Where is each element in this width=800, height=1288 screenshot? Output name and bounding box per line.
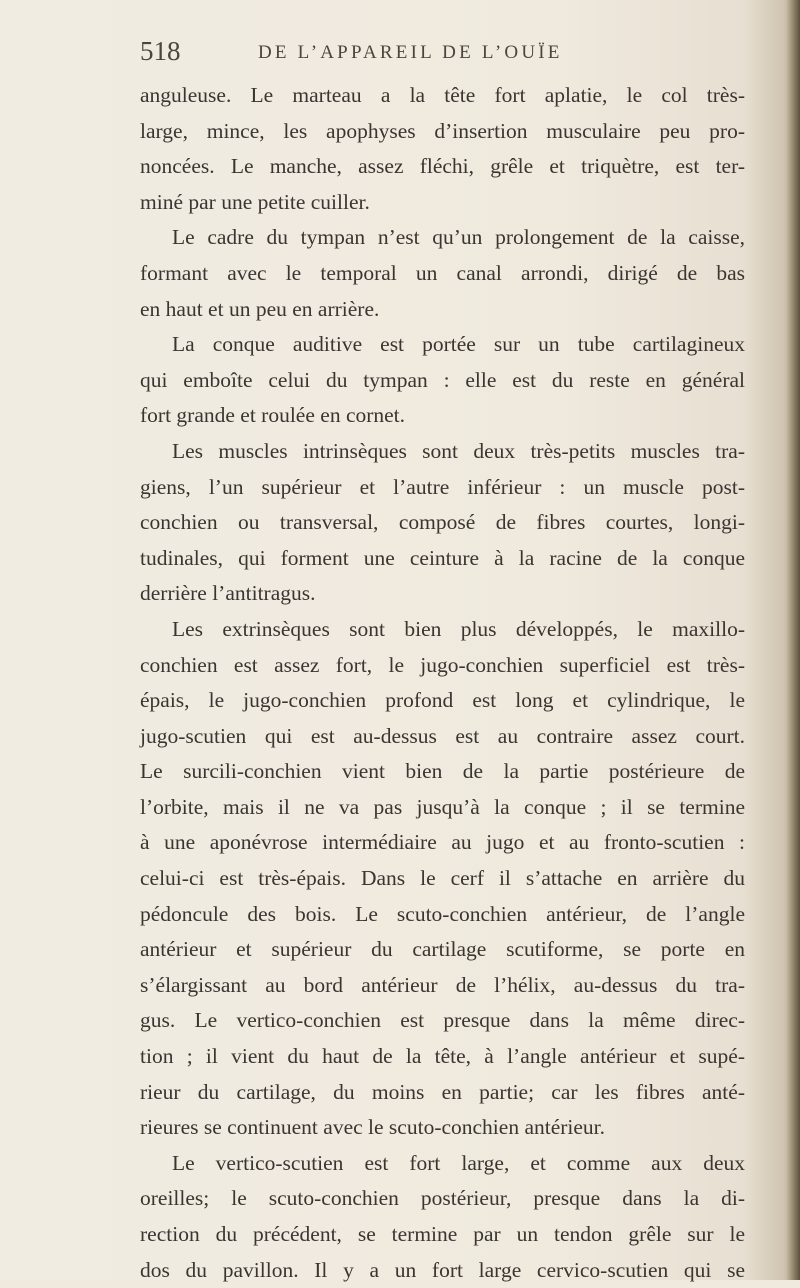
text-line: giens, l’un supérieur et l’autre inférieur : un muscle post- [140, 474, 745, 499]
text-line: dos du pavillon. Il y a un fort large cervico-scutien qui se [140, 1257, 745, 1282]
text-line: conchien ou transversal, composé de fibres courtes, longi- [140, 510, 745, 535]
text-line: rection du précédent, se termine par un tendon grêle sur le [140, 1222, 745, 1246]
page-header [140, 36, 740, 72]
text-line: gus. Le vertico-conchien est presque dans la même direc- [140, 1008, 745, 1033]
text-line: noncées. Le manche, assez fléchi, grêle et triquètre, est ter- [140, 154, 745, 179]
text-line: l’orbite, mais il ne va pas jusqu’à la conque ; il se termine [140, 794, 745, 819]
text-line: anguleuse. Le marteau a la tête fort aplatie, le col très- [140, 83, 745, 107]
text-line: miné par une petite cuiller. [140, 189, 370, 214]
text-line: Le surcili-conchien vient bien de la partie postérieure de [140, 759, 745, 784]
text-line: épais, le jugo-conchien profond est long et cylindrique, le [140, 688, 745, 713]
text-line: Le vertico-scutien est fort large, et comme aux deux [172, 1150, 745, 1175]
text-line: rieures se continuent avec le scuto-conchien antérieur. [140, 1115, 606, 1140]
text-line: antérieur et supérieur du cartilage scutiforme, se porte en [140, 937, 745, 962]
text-line: Les muscles intrinsèques sont deux très-petits muscles tra- [172, 438, 745, 463]
text-line: Le cadre du tympan n’est qu’un prolongement de la caisse, [172, 225, 745, 250]
text-line: oreilles; le scuto-conchien postérieur, presque dans la di- [140, 1186, 745, 1211]
text-line: formant avec le temporal un canal arrondi, dirigé de bas [140, 260, 745, 285]
text-line: large, mince, les apophyses d’insertion musculaire peu pro- [140, 118, 745, 143]
text-line: fort grande et roulée en cornet. [140, 403, 406, 428]
text-line: qui emboîte celui du tympan : elle est du reste en général [140, 367, 745, 392]
text-line: en haut et un peu en arrière. [140, 296, 380, 321]
text-line: Les extrinsèques sont bien plus développés, le maxillo- [172, 616, 745, 641]
body-text [140, 78, 745, 1288]
text-line: conchien est assez fort, le jugo-conchien superficiel est très- [140, 652, 745, 677]
text-line: derrière l’antitragus. [140, 581, 316, 606]
text-line: jugo-scutien qui est au-dessus est au contraire assez court. [140, 723, 745, 748]
text-line: pédoncule des bois. Le scuto-conchien antérieur, de l’angle [140, 901, 745, 926]
text-line: tudinales, qui forment une ceinture à la racine de la conque [140, 545, 745, 570]
text-line: celui-ci est très-épais. Dans le cerf il s’attache en arrière du [140, 866, 745, 891]
text-line: rieur du cartilage, du moins en partie; car les fibres anté- [140, 1079, 745, 1104]
running-head: DE L’APPAREIL DE L’OUÏE [258, 42, 563, 63]
page-edge [786, 0, 800, 1280]
text-line: s’élargissant au bord antérieur de l’hélix, au-dessus du tra- [140, 972, 745, 997]
text-line: tion ; il vient du haut de la tête, à l’angle antérieur et supé- [140, 1044, 745, 1069]
page-number: 518 [140, 36, 181, 66]
text-line: à une aponévrose intermédiaire au jugo et au fronto-scutien : [140, 830, 745, 855]
text-line: La conque auditive est portée sur un tube cartilagineux [172, 332, 745, 357]
